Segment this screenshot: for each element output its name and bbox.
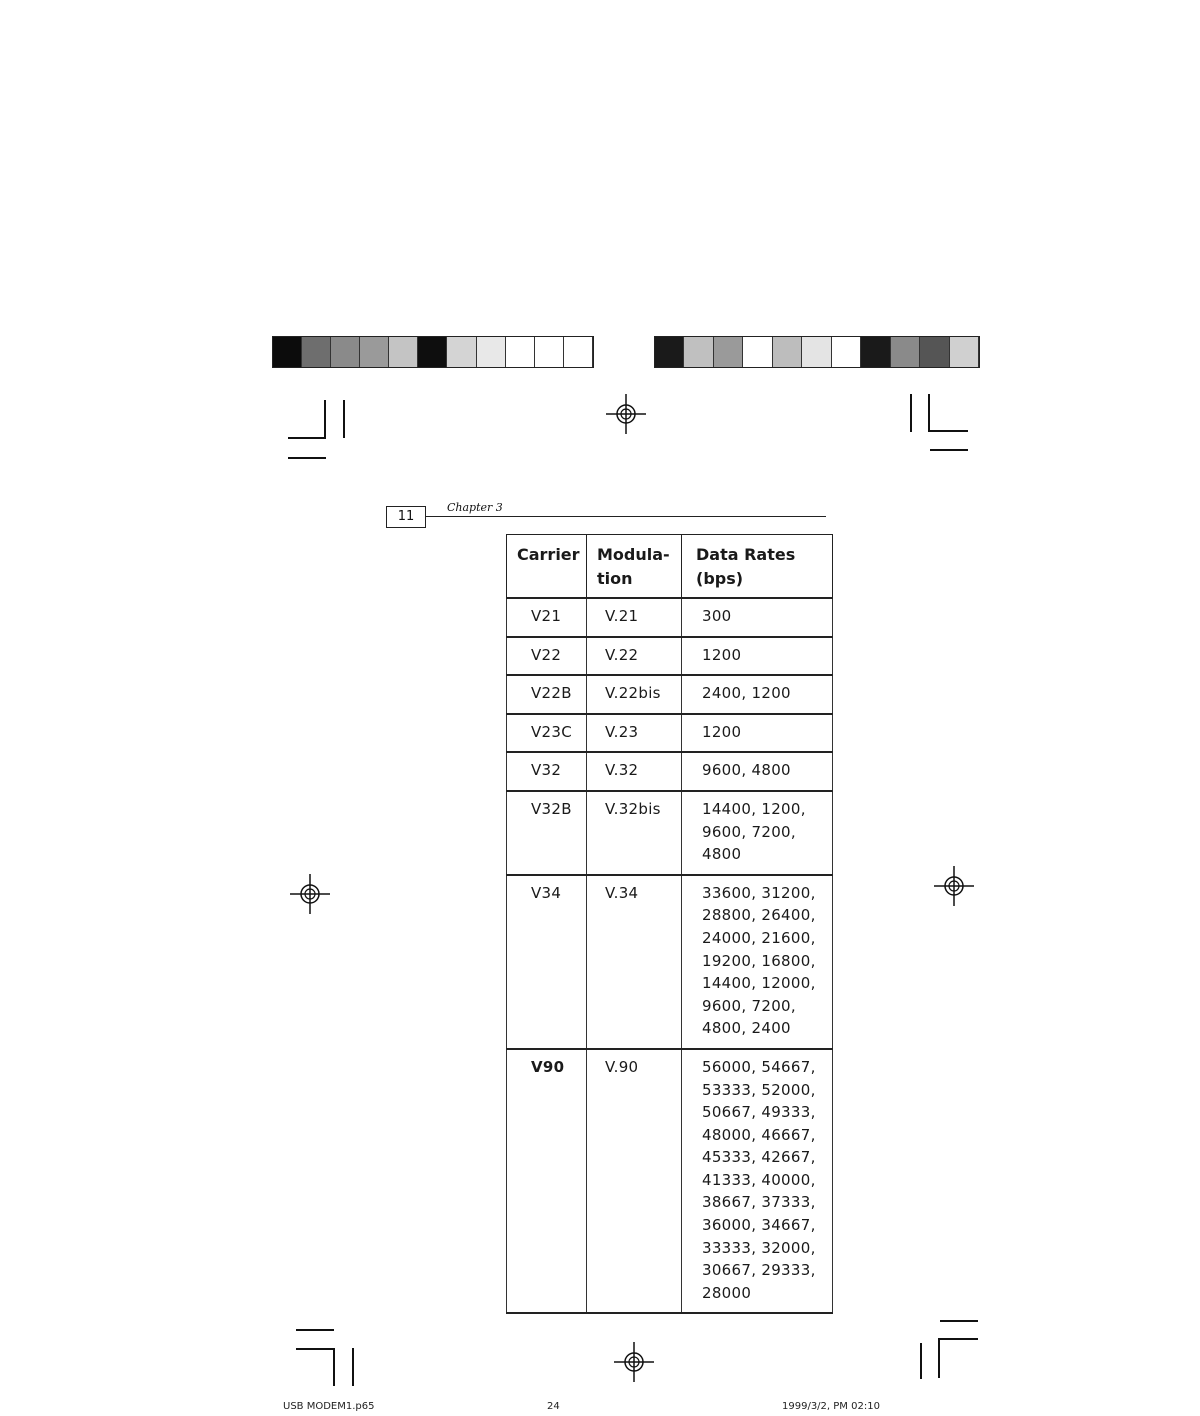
color-swatch [331, 337, 360, 367]
carrier-cell: V21 [507, 598, 587, 637]
crop-mark [343, 400, 345, 438]
footer-file-name: USB MODEM1.p65 [283, 1401, 375, 1412]
crop-mark [324, 400, 326, 438]
color-swatch [273, 337, 302, 367]
carrier-cell: V22B [507, 675, 587, 714]
registration-target-icon [606, 394, 646, 434]
color-calibration-bar-left [272, 336, 594, 368]
column-header-modulation: Modula- tion [587, 535, 682, 599]
table-header-row [507, 535, 833, 599]
color-swatch [861, 337, 890, 367]
carrier-cell: V23C [507, 714, 587, 753]
color-swatch [773, 337, 802, 367]
table-row [507, 675, 833, 714]
carrier-data-rates-table [506, 534, 833, 1314]
color-swatch [743, 337, 772, 367]
data-rates-cell: 1200 [682, 714, 833, 753]
modulation-cell: V.32bis [587, 791, 682, 875]
color-swatch [506, 337, 535, 367]
color-swatch [655, 337, 684, 367]
table-row [507, 752, 833, 791]
color-swatch [714, 337, 743, 367]
modulation-cell: V.32 [587, 752, 682, 791]
modulation-cell: V.90 [587, 1049, 682, 1314]
column-header-data-rates: Data Rates (bps) [682, 535, 833, 599]
registration-target-icon [290, 874, 330, 914]
table-row [507, 791, 833, 875]
footer-page: 24 [547, 1401, 560, 1412]
crop-mark [928, 430, 968, 432]
data-rates-cell: 9600, 4800 [682, 752, 833, 791]
color-swatch [891, 337, 920, 367]
color-swatch [360, 337, 389, 367]
color-swatch [389, 337, 418, 367]
color-swatch [477, 337, 506, 367]
data-rates-cell: 56000, 54667, 53333, 52000, 50667, 49333, 48000, 46667, 45333, 42667, 41333, 40000, 38667, 37333, 36000, 34667, 33333, 32000, 30667, 29333, 28000 [682, 1049, 833, 1314]
color-swatch [418, 337, 447, 367]
table-row [507, 875, 833, 1049]
carrier-cell: V32B [507, 791, 587, 875]
carrier-cell: V22 [507, 637, 587, 676]
color-swatch [832, 337, 861, 367]
table-row [507, 637, 833, 676]
crop-mark [288, 437, 326, 439]
modulation-cell: V.22 [587, 637, 682, 676]
modulation-cell: V.34 [587, 875, 682, 1049]
modulation-cell: V.23 [587, 714, 682, 753]
data-rates-cell: 300 [682, 598, 833, 637]
crop-mark [938, 1338, 940, 1378]
carrier-cell: V34 [507, 875, 587, 1049]
color-swatch [684, 337, 713, 367]
color-swatch [802, 337, 831, 367]
registration-target-icon [614, 1342, 654, 1382]
header-rule [426, 516, 826, 517]
data-rates-cell: 33600, 31200, 28800, 26400, 24000, 21600, 19200, 16800, 14400, 12000, 9600, 7200, 4800, 2400 [682, 875, 833, 1049]
crop-mark [288, 457, 326, 459]
crop-mark [930, 449, 968, 451]
color-swatch [447, 337, 476, 367]
crop-mark [910, 394, 912, 432]
carrier-cell: V32 [507, 752, 587, 791]
table-row [507, 1049, 833, 1314]
crop-mark [333, 1348, 335, 1386]
crop-mark [920, 1343, 922, 1379]
crop-mark [940, 1338, 978, 1340]
data-rates-cell: 1200 [682, 637, 833, 676]
color-swatch [302, 337, 331, 367]
color-calibration-bar-right [654, 336, 980, 368]
color-swatch [564, 337, 593, 367]
modulation-cell: V.21 [587, 598, 682, 637]
registration-target-icon [934, 866, 974, 906]
color-swatch [920, 337, 949, 367]
color-swatch [950, 337, 979, 367]
color-swatch [535, 337, 564, 367]
data-rates-cell: 2400, 1200 [682, 675, 833, 714]
footer-timestamp: 1999/3/2, PM 02:10 [782, 1401, 880, 1412]
crop-mark [296, 1329, 334, 1331]
data-rates-cell: 14400, 1200, 9600, 7200, 4800 [682, 791, 833, 875]
crop-mark [928, 394, 930, 432]
chapter-label: Chapter 3 [447, 501, 503, 514]
column-header-carrier: Carrier [507, 535, 587, 599]
page-number: 11 [386, 506, 426, 528]
table-row [507, 714, 833, 753]
crop-mark [296, 1348, 334, 1350]
crop-mark [352, 1348, 354, 1386]
crop-mark [940, 1320, 978, 1322]
carrier-cell: V90 [507, 1049, 587, 1314]
modulation-cell: V.22bis [587, 675, 682, 714]
table-row [507, 598, 833, 637]
